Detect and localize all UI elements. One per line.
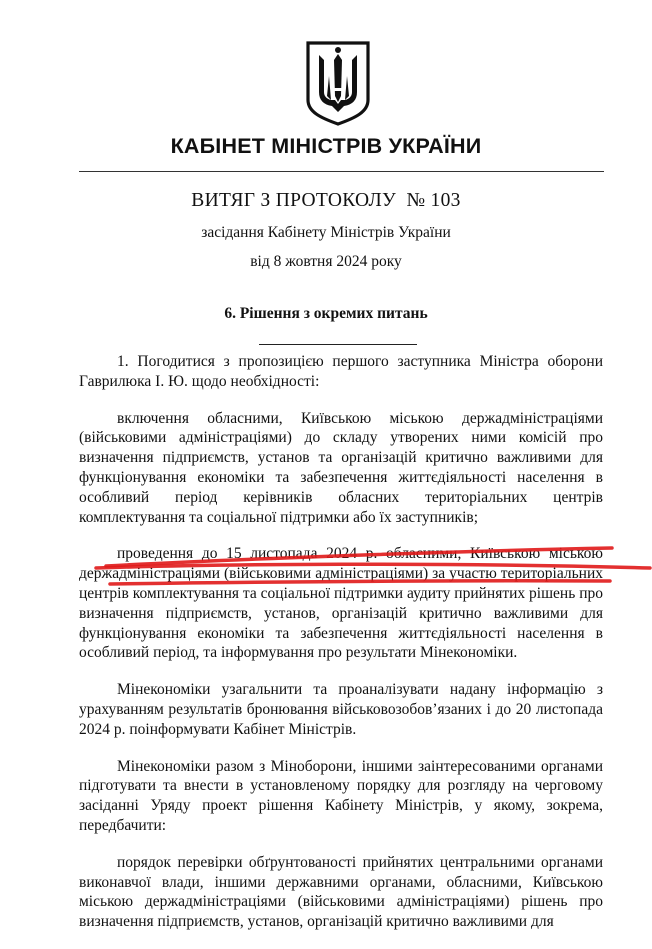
paragraph-2: включення обласними, Київською міською держадміністраціями (військовими адміністраціями) до складу утворених ними комісій про визначення підприємств, установ та організацій критично важливими для функціонування економіки та забезпечення життєдіяльності населення в особливий період керівників обласних територіальних центрів комплектування та соціальної підтримки або їх заступників;: [79, 409, 603, 526]
section-underline: [259, 344, 417, 345]
organization-title: КАБІНЕТ МІНІСТРІВ УКРАЇНИ: [170, 134, 482, 158]
meeting-date: від 8 жовтня 2024 року: [250, 253, 402, 270]
meeting-subtitle: засідання Кабінету Міністрів України: [201, 224, 451, 241]
header-divider: [79, 171, 604, 172]
document-body: [79, 352, 603, 949]
section-title: 6. Рішення з окремих питань: [224, 305, 428, 322]
paragraph-5: Мінекономіки разом з Міноборони, іншими заінтересованими органами підготувати та внести в установленому порядку для розгляду на черговому засіданні Уряду проект рішення Кабінету Міністрів, у якому, зокрема, передбачити:: [79, 757, 603, 834]
paragraph-1: 1. Погодитися з пропозицією першого заступника Міністра оборони Гаврилюка І. Ю. щодо необхідності:: [79, 353, 603, 390]
trident-emblem-icon: [305, 40, 371, 126]
paragraph-6: порядок перевірки обґрунтованості прийнятих центральними органами виконавчої влади, іншими державними органами, обласними, Київською міською держадміністраціями (військовими адміністраціями) рішень про визначення підприємств, установ, організацій критично важливими для: [79, 853, 603, 931]
paragraph-4: Мінекономіки узагальнити та проаналізувати надану інформацію з урахуванням результатів бронювання військовозобов’язаних і до 20 листопада 2024 р. поінформувати Кабінет Міністрів.: [79, 681, 603, 738]
document-title: ВИТЯГ З ПРОТОКОЛУ № 103: [191, 190, 461, 211]
paragraph-3: проведення до 15 листопада 2024 р. обласними, Київською міською держадміністраціями (військовими адміністраціями) за участю територіальних центрів комплектування та соціальної підтримки аудиту прийнятих рішень про визначення підприємств, установ, організацій критично важливими для функціонування економіки та забезпечення життєдіяльності населення в особливий період, та інформування про результати Мінекономіки.: [79, 545, 603, 662]
